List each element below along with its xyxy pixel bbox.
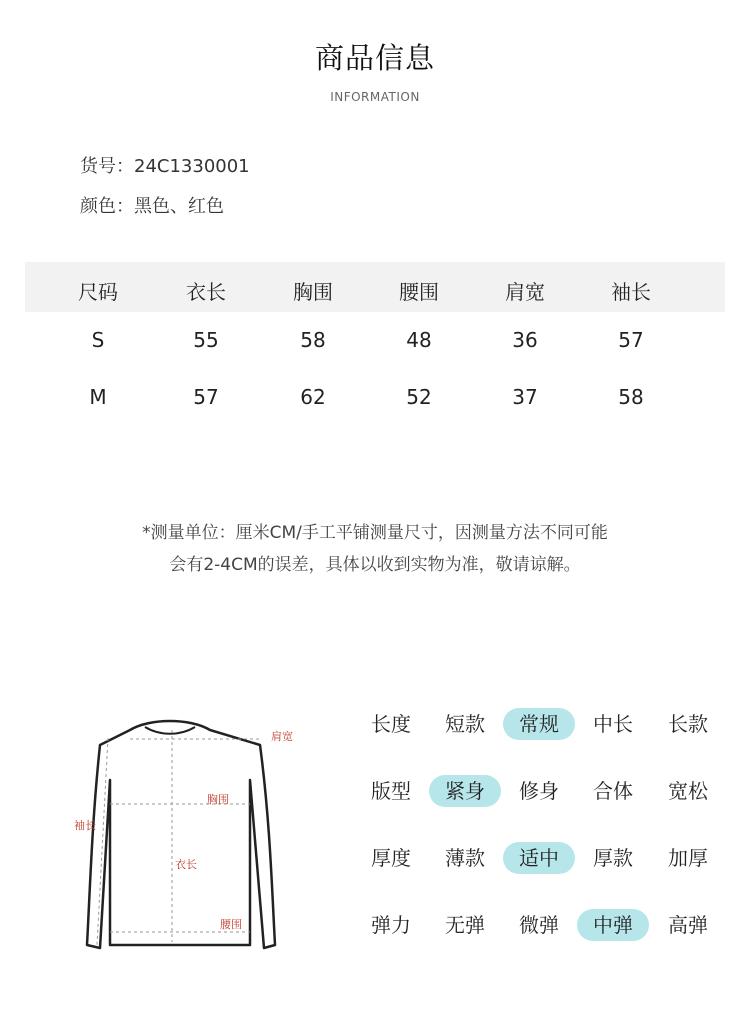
attribute-row-stretch bbox=[355, 909, 735, 976]
diagram-label-sleeve: 袖长 bbox=[74, 819, 96, 832]
measurement-note-line1: *测量单位：厘米CM/手工平铺测量尺寸，因测量方法不同可能 bbox=[142, 523, 608, 543]
sweater-outline bbox=[87, 721, 275, 948]
table-cell: 36 bbox=[512, 328, 538, 352]
size-table-header bbox=[25, 262, 725, 312]
table-cell: 57 bbox=[193, 385, 219, 409]
attribute-option: 宽松 bbox=[668, 779, 708, 803]
diagram-label-length: 衣长 bbox=[175, 858, 197, 871]
attribute-option: 中长 bbox=[593, 712, 633, 736]
attribute-label: 版型 bbox=[371, 779, 411, 803]
table-cell: 58 bbox=[300, 328, 326, 352]
header-waist: 腰围 bbox=[399, 280, 439, 304]
measurement-note-line2: 会有2-4CM的误差，具体以收到实物为准，敬请谅解。 bbox=[169, 555, 581, 575]
diagram-label-shoulder: 肩宽 bbox=[271, 730, 293, 743]
attribute-option-selected: 适中 bbox=[503, 842, 575, 874]
table-cell: 62 bbox=[300, 385, 326, 409]
size-table bbox=[25, 262, 725, 426]
table-cell: 57 bbox=[618, 328, 644, 352]
attribute-option: 微弹 bbox=[519, 913, 559, 937]
page-subtitle: INFORMATION bbox=[330, 90, 420, 104]
header-size: 尺码 bbox=[78, 280, 118, 304]
attribute-option: 加厚 bbox=[668, 846, 708, 870]
attribute-grid bbox=[355, 708, 735, 976]
attribute-option-selected: 常规 bbox=[503, 708, 575, 740]
collar-line bbox=[145, 727, 195, 734]
attribute-option: 无弹 bbox=[445, 913, 485, 937]
sku-info: 货号：24C1330001 bbox=[80, 156, 250, 177]
attribute-label: 厚度 bbox=[371, 846, 411, 870]
attribute-option: 长款 bbox=[668, 712, 708, 736]
table-cell: M bbox=[89, 385, 107, 409]
attribute-row-length bbox=[355, 708, 735, 775]
attribute-label: 弹力 bbox=[371, 913, 411, 937]
diagram-label-chest: 胸围 bbox=[207, 793, 229, 806]
table-cell: 48 bbox=[406, 328, 432, 352]
table-cell: 37 bbox=[512, 385, 538, 409]
header-sleeve: 袖长 bbox=[611, 280, 651, 304]
attribute-option: 修身 bbox=[519, 779, 559, 803]
attribute-row-fit bbox=[355, 775, 735, 842]
table-cell: 55 bbox=[193, 328, 219, 352]
table-cell: S bbox=[91, 328, 105, 352]
table-row bbox=[25, 312, 725, 369]
attribute-option-selected: 中弹 bbox=[577, 909, 649, 941]
attribute-option-selected: 紧身 bbox=[429, 775, 501, 807]
color-info: 颜色：黑色、红色 bbox=[80, 196, 224, 217]
header-chest: 胸围 bbox=[293, 280, 333, 304]
diagram-label-waist: 腰围 bbox=[220, 918, 242, 931]
table-cell: 52 bbox=[406, 385, 432, 409]
table-row bbox=[25, 369, 725, 426]
attribute-option: 短款 bbox=[445, 712, 485, 736]
garment-diagram bbox=[60, 700, 320, 970]
attribute-row-thickness bbox=[355, 842, 735, 909]
attribute-option: 合体 bbox=[593, 779, 633, 803]
header-length: 衣长 bbox=[186, 280, 226, 304]
attribute-option: 薄款 bbox=[445, 846, 485, 870]
attribute-label: 长度 bbox=[371, 712, 411, 736]
table-cell: 58 bbox=[618, 385, 644, 409]
header-shoulder: 肩宽 bbox=[505, 280, 545, 304]
attribute-option: 高弹 bbox=[668, 913, 708, 937]
attribute-option: 厚款 bbox=[593, 846, 633, 870]
page-title: 商品信息 bbox=[314, 41, 435, 75]
